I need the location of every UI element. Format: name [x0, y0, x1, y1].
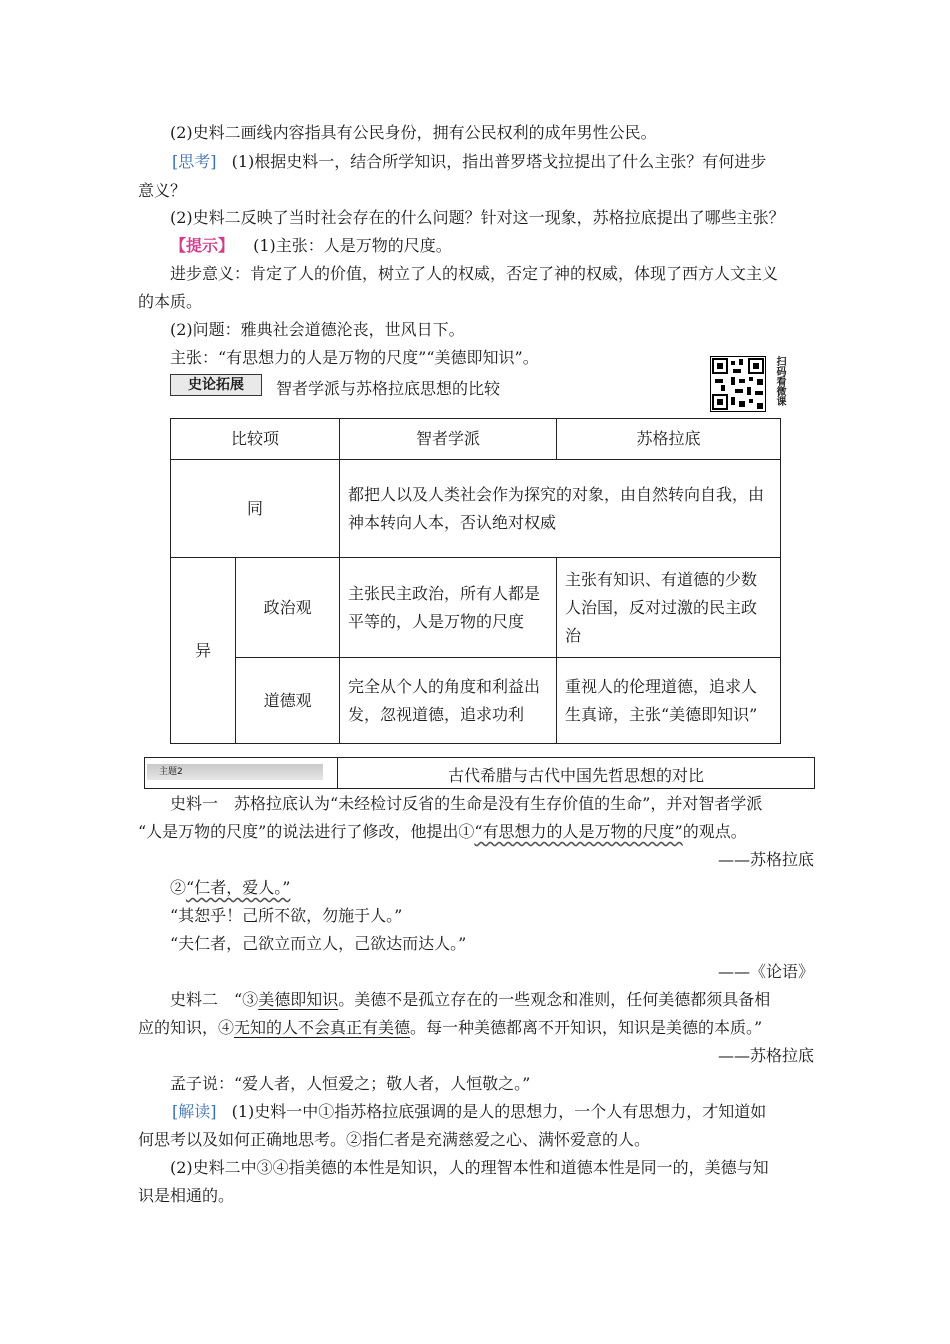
attribution-analects: ——《论语》	[717, 962, 814, 981]
source2-pre: 史料二 “③	[170, 990, 259, 1009]
quote-1	[170, 878, 290, 898]
quote-3: “夫仁者，己欲立而立人，己欲达而达人。”	[170, 934, 467, 953]
paragraph-note: (2)史料二画线内容指具有公民身份，拥有公民权利的成年男性公民。	[170, 123, 657, 142]
table-header-row	[171, 419, 781, 460]
qr-code-icon[interactable]	[710, 356, 766, 412]
hint-a2: (2)问题：雅典社会道德沦丧，世风日下。	[170, 320, 465, 339]
source2-line2	[138, 1018, 762, 1038]
hint-a1: (1)主张：人是万物的尺度。	[253, 236, 452, 255]
qr-label: 扫码看微课	[774, 356, 785, 406]
row-label-diff: 异	[171, 558, 236, 744]
morality-socrates: 重视人的伦理道德，追求人生真谛，主张“美德即知识”	[557, 658, 781, 744]
reading-2a: (2)史料二中③④指美德的本性是知识，人的理智本性和道德本性是同一的，美德与知	[170, 1158, 769, 1177]
table-row-same	[171, 460, 781, 558]
source1-line1: 史料一 苏格拉底认为“未经检讨反省的生命是没有生存价值的生命”，并对智者学派	[170, 794, 763, 813]
source2-underline-1: 美德即知识	[258, 990, 339, 1009]
source1-line2	[138, 822, 747, 842]
source2-line1	[170, 990, 770, 1010]
hint-line	[170, 236, 452, 256]
politics-socrates: 主张有知识、有道德的少数人治国，反对过激的民主政治	[557, 558, 781, 658]
quote-1-marker: ②	[170, 878, 187, 897]
theme-header	[144, 757, 815, 789]
same-text: 都把人以及人类社会作为探究的对象，由自然转向自我，由神本转向人本，否认绝对权威	[340, 460, 781, 558]
quote-1-text: “仁者，爱人。”	[186, 878, 291, 897]
extension-tag: 史论拓展	[170, 374, 262, 396]
row-label-politics: 政治观	[236, 558, 340, 658]
source1-post: 的观点。	[682, 822, 747, 841]
politics-sophists: 主张民主政治，所有人都是平等的，人是万物的尺度	[340, 558, 557, 658]
progress-meaning: 进步意义：肯定了人的价值，树立了人的权威，否定了神的权威，体现了西方人文主义	[170, 264, 779, 283]
think-line	[172, 152, 766, 172]
reading-2b: 识是相通的。	[138, 1186, 235, 1205]
hint-tag: 【提示】	[170, 236, 235, 255]
reading-1a: (1)史料一中①指苏格拉底强调的是人的思想力，一个人有思想力，才知道如	[231, 1102, 767, 1121]
think-tag: [思考]	[172, 152, 217, 171]
think-q2: (2)史料二反映了当时社会存在的什么问题？针对这一现象，苏格拉底提出了哪些主张？	[170, 208, 785, 227]
think-q1-cont: 意义？	[138, 181, 187, 200]
mencius-quote: 孟子说：“爱人者，人恒爱之；敬人者，人恒敬之。”	[170, 1074, 531, 1093]
source1-underline: “有思想力的人是万物的尺度”	[474, 822, 683, 841]
quote-2: “其恕乎！己所不欲，勿施于人。”	[170, 906, 403, 925]
attribution-socrates-2: ——苏格拉底	[717, 1046, 814, 1065]
attribution-socrates-1: ——苏格拉底	[717, 850, 814, 869]
source1-pre: “人是万物的尺度”的说法进行了修改，他提出①	[138, 822, 475, 841]
progress-meaning-cont: 的本质。	[138, 292, 203, 311]
reading-tag: [解读]	[172, 1102, 217, 1121]
header-compare: 比较项	[171, 419, 340, 460]
theme-tag: 主题2	[147, 764, 323, 780]
hint-claim: 主张：“有思想力的人是万物的尺度”“美德即知识”。	[170, 348, 539, 367]
table-row-politics	[171, 558, 781, 658]
row-label-morality: 道德观	[236, 658, 340, 744]
extension-title: 智者学派与苏格拉底思想的比较	[276, 379, 501, 398]
think-q1: (1)根据史料一，结合所学知识，指出普罗塔戈拉提出了什么主张？有何进步	[231, 152, 767, 171]
header-socrates: 苏格拉底	[557, 419, 781, 460]
source2-underline-2: 无知的人不会真正有美德	[234, 1018, 411, 1037]
morality-sophists: 完全从个人的角度和利益出发，忽视道德，追求功利	[340, 658, 557, 744]
source2-post: 。美德不是孤立存在的一些观念和准则，任何美德都须具备相	[338, 990, 771, 1009]
reading-1b: 何思考以及如何正确地思考。②指仁者是充满慈爱之心、满怀爱意的人。	[138, 1130, 651, 1149]
extension-header	[170, 372, 790, 404]
reading-line1	[172, 1102, 766, 1122]
comparison-table	[170, 418, 781, 744]
source2-line2-post: 。每一种美德都离不开知识，知识是美德的本质。”	[410, 1018, 763, 1037]
row-label-same: 同	[171, 460, 340, 558]
theme-title: 古代希腊与古代中国先哲思想的对比	[447, 766, 704, 785]
source2-line2-pre: 应的知识，④	[138, 1018, 235, 1037]
table-row-morality	[171, 658, 781, 744]
header-sophists: 智者学派	[340, 419, 557, 460]
